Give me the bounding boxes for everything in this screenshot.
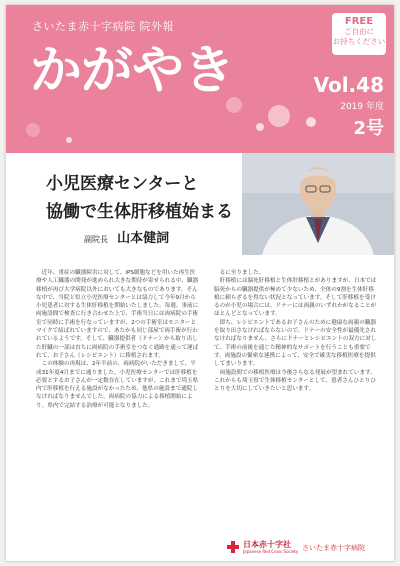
footer: [6, 533, 394, 561]
hospital-name: さいたま赤十字病院: [302, 544, 365, 552]
free-badge-line: ご自由に: [344, 27, 374, 36]
decorative-circle: [26, 123, 40, 137]
newsletter-page: [6, 5, 394, 561]
issue-info: [314, 73, 384, 140]
portrait-illustration: [242, 153, 394, 255]
decorative-circle: [66, 137, 72, 143]
red-cross-icon: [227, 541, 239, 553]
free-badge: [332, 13, 386, 55]
volume-number: Vol.48: [313, 73, 384, 97]
article-paragraph: 両施設間での移植医療は今後さらなる発展が望まれています。これからも埼玉県で生体移植センターとして、患者さんひとりひとりを大切にしていきたいと思います。: [214, 369, 376, 393]
organization-subtitle: Japanese Red Cross Society: [243, 549, 299, 554]
author-role: 副院長: [84, 235, 108, 244]
article-column-right: [214, 269, 378, 393]
article-paragraph: 肝移植には脳死肝移植と生体肝移植とがありますが、日本では脳死からの臓器提供が極めて少ないため、全体の9割を生体肝移植に頼らざるを得ない状況となっています。そして肝移植を受けるのが小児の場合には、ドナーには両親のいずれかがなることがほとんどとなっています。: [214, 278, 377, 318]
author-photo: [242, 153, 394, 255]
author-name: 山本健詞: [117, 231, 170, 246]
headline-line: 小児医療センターと: [46, 174, 199, 194]
free-badge-label: FREE: [344, 16, 374, 27]
article-author: [84, 227, 169, 246]
headline-line: 協働で生体肝移植始まる: [46, 202, 233, 222]
article-paragraph: 即ち、レシピエントであるお子さんのために健康な両親の臓器を取り出さなければならないので、ドナーの安全性が最優先されなければなりません。さらにドナーとレシピエントの双方に対して、手術の前後を通じた精神的なサポートを行うことも重要です。両施設の緊密な連携によって、安全で確実な移植医療を提供してまいります。: [214, 319, 377, 368]
article-paragraph: この体験の再現は、2年半前の、両病院がいただきまして、平成31年度4月までに通りました。小児医療センターでは肝移植を必要とするお子さんが一定数存在していますが、これまで埼玉県内で肝移植を行える施設がなかったため、他県の施設まで通院しなければなりませんでした。両病院の協力による移植開始により、県内で完結する治療が可能となりました。: [36, 361, 199, 409]
masthead: [6, 5, 394, 153]
article-paragraph: るに至りました。: [219, 270, 265, 276]
issue-year: 2019 年度: [340, 102, 384, 112]
masthead-subtitle: さいたま赤十字病院 院外報: [32, 20, 174, 33]
decorative-circle: [268, 105, 290, 127]
article-headline: [46, 170, 233, 226]
article-paragraph: 近年、重症の臓器障害に対して、iPS細胞などを用いた再生医療や人工臓器の開発が進められ大きな期待が寄せられる中、臓器移植が再び大学病院以外においても大きなものであります。そんな中で、当院と県立小児医療センターとは協力して今年9月から小児患者に対する生体肝移植を開始いたしました。毎週、事前に両施設間で検査に行き合わせた上で、手術当日には両病院の手術室で同時に手術を行なっていますが、2つの手術室はモニターとマイクで結ばれていますので、あたかも同じ部屋で両手術が行われているようです。そして、臓器提供者（ドナー）から取り出した肝臓の一部は直ちに両病院の手術室をつなぐ通路を通って運ばれて、お子さん（レシピエント）に移植されます。: [36, 270, 199, 359]
free-badge-line: お持ちください: [332, 37, 386, 46]
organization-name: 日本赤十字社: [243, 540, 291, 549]
masthead-title: かがやき: [30, 41, 235, 101]
decorative-circle: [256, 123, 264, 131]
issue-number: 2号: [353, 118, 384, 139]
article-column-left: [36, 269, 200, 410]
